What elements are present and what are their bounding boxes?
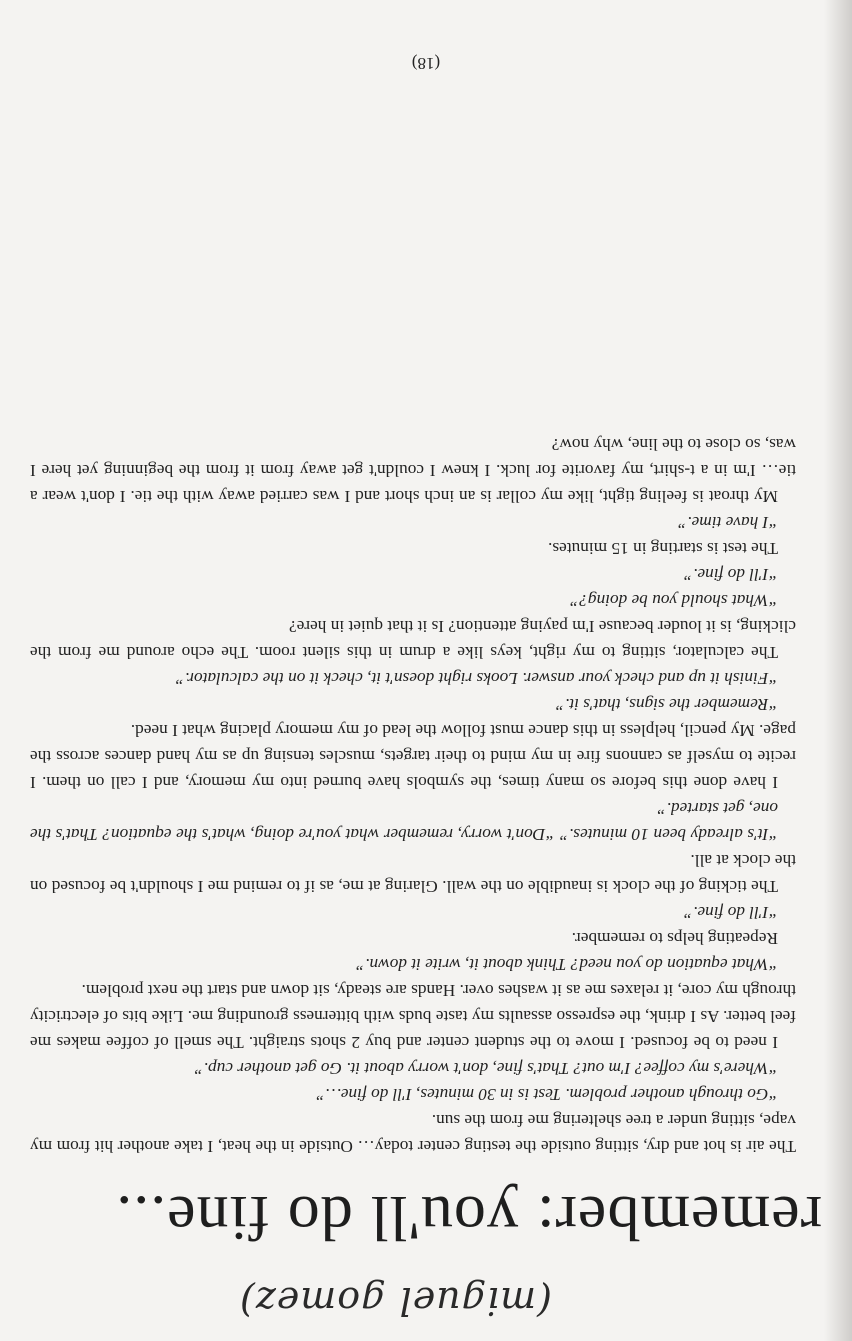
paragraph: The air is hot and dry, sitting outside the testing center today… Outside in the heat, I take another hit from my vape, sitting under a tree sheltering me from the sun.: [30, 1111, 796, 1156]
paragraph: “Remember the signs, that's it.”: [555, 695, 778, 714]
paragraph: “Go through another problem. Test is in 30 minutes, I'll do fine…”: [315, 1085, 778, 1104]
paragraph: I have done this before so many times, the symbols have burned into my memory, and I call on them. I recite to myself as cannons fire in my mind to their targets, muscles tensing up as my hand dances across the page. My pencil, helpless in this dance must follow the lead of my memory placing what I need.: [30, 721, 796, 792]
paragraph: “It's already been 10 minutes.” “Don't worry, remember what you're doing, what's the equation? That's the one, get started.”: [30, 799, 778, 844]
paragraph: I need to be focused. I move to the student center and buy 2 shots straight. The smell of coffee makes me feel better. As I drink, the espresso assaults my taste buds with bitterness grounding me. Like bits of electricity through my core, it relaxes me as it washes over. Hands are steady, sit down and start the next problem.: [30, 981, 796, 1052]
paragraph: Repeating helps to remember.: [571, 929, 778, 948]
paragraph: “What equation do you need? Think about it, write it down.”: [355, 955, 778, 974]
paragraph: My throat is feeling tight, like my collar is an inch short and I was carried away with the tie. I don't wear a tie… I'm in a t-shirt, my favorite for luck. I knew I couldn't get away from it from the beginning yet here I was, so close to the line, why now?: [30, 435, 796, 506]
author-name: (miguel gomez): [238, 1279, 552, 1323]
page-number: (18): [411, 54, 441, 73]
paragraph: “I have time.”: [677, 513, 778, 532]
page-edge-shadow: [824, 0, 852, 1341]
paragraph: “What should you be doing?”: [569, 591, 778, 610]
paragraph: The test is starting in 15 minutes.: [548, 539, 778, 558]
paragraph: “Finish it up and check your answer. Looks right doesn't it, check it on the calculator.”: [175, 669, 778, 688]
paragraph: The ticking of the clock is inaudible on the wall. Glaring at me, as if to remind me I shouldn't be focused on the clock at all.: [30, 851, 796, 896]
paragraph: The calculator, sitting to my right, keys like a drum in this silent room. The echo around me from the clicking, is it louder because I'm paying attention? Is it that quiet in here?: [30, 617, 796, 662]
body-text: [30, 431, 796, 1159]
paragraph: “Where's my coffee? I'm out? That's fine, don't worry about it. Go get another cup.”: [194, 1059, 778, 1078]
paragraph: “I'll do fine.”: [683, 903, 778, 922]
page-title: remember: you'll do fine...: [115, 1183, 822, 1254]
paragraph: “I'll do fine.”: [683, 565, 778, 584]
